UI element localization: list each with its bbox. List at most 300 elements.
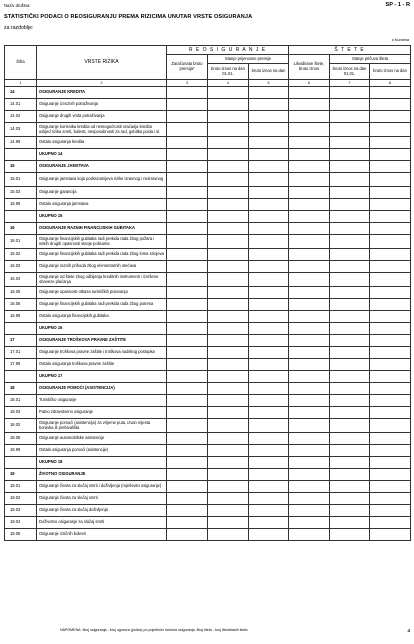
value-cell[interactable]	[370, 123, 411, 137]
value-cell[interactable]	[370, 517, 411, 529]
value-cell[interactable]	[370, 311, 411, 323]
row-label: Osiguranje od štete zbog odbijanja kreditnih instrumenti i izvršene obaveze plaćanja	[37, 273, 167, 287]
value-cell[interactable]	[249, 433, 289, 445]
value-cell[interactable]	[330, 359, 370, 371]
value-cell[interactable]	[249, 335, 289, 347]
value-cell[interactable]	[289, 287, 330, 299]
value-cell[interactable]	[208, 469, 249, 481]
value-cell[interactable]	[208, 223, 249, 235]
value-cell[interactable]	[289, 161, 330, 173]
table-row	[5, 137, 411, 149]
value-cell[interactable]	[249, 347, 289, 359]
row-code: 18.05	[5, 433, 37, 445]
table-row	[5, 111, 411, 123]
value-cell[interactable]	[167, 223, 208, 235]
row-label: UKUPNO 17	[37, 371, 167, 383]
value-cell[interactable]	[249, 111, 289, 123]
reserve-start-header: bruto iznos na dan 01.01.	[208, 64, 249, 80]
value-cell[interactable]	[289, 419, 330, 433]
value-cell[interactable]	[167, 123, 208, 137]
value-cell[interactable]	[330, 323, 370, 335]
col-risk-header: VRSTE RIZIKA	[37, 46, 167, 80]
value-cell[interactable]	[208, 211, 249, 223]
value-cell[interactable]	[289, 347, 330, 359]
value-cell[interactable]	[167, 111, 208, 123]
value-cell[interactable]	[330, 517, 370, 529]
value-cell[interactable]	[208, 371, 249, 383]
value-cell[interactable]	[208, 287, 249, 299]
row-code: 16	[5, 223, 37, 235]
row-label: Putno zdravstveno osiguranje	[37, 407, 167, 419]
table-row	[5, 273, 411, 287]
table-row	[5, 211, 411, 223]
value-cell[interactable]	[249, 261, 289, 273]
value-cell[interactable]	[289, 323, 330, 335]
value-cell[interactable]	[167, 493, 208, 505]
value-cell[interactable]	[370, 481, 411, 493]
row-label: Osiguranje raznih prihoda zbog elementarnih otećava	[37, 261, 167, 273]
value-cell[interactable]	[208, 457, 249, 469]
value-cell[interactable]	[330, 395, 370, 407]
table-row	[5, 481, 411, 493]
value-cell[interactable]	[167, 359, 208, 371]
value-cell[interactable]	[289, 395, 330, 407]
table-row	[5, 395, 411, 407]
row-code: 18.01	[5, 395, 37, 407]
row-code: 17	[5, 335, 37, 347]
value-cell[interactable]	[249, 87, 289, 99]
row-label: Osiguranje korisnika kredita od nemogućnosti vraćanja kredita uslijed rizika smrti, bolesti, nesposobnosti za rad, gubitka posla i sl.	[37, 123, 167, 137]
value-cell[interactable]	[330, 173, 370, 187]
row-label: UKUPNO 18	[37, 457, 167, 469]
value-cell[interactable]	[330, 299, 370, 311]
value-cell[interactable]	[370, 383, 411, 395]
value-cell[interactable]	[208, 433, 249, 445]
row-code: 15.02	[5, 187, 37, 199]
value-cell[interactable]	[249, 123, 289, 137]
row-code: 19.01	[5, 481, 37, 493]
value-cell[interactable]	[330, 287, 370, 299]
value-cell[interactable]	[330, 347, 370, 359]
value-cell[interactable]	[370, 99, 411, 111]
value-cell[interactable]	[370, 469, 411, 481]
value-cell[interactable]	[249, 529, 289, 541]
row-label: Osiguranje pomoći (asistencija) za vrijeme puta, izvan mjesta boravka ili prebivališta	[37, 419, 167, 433]
value-cell[interactable]	[208, 311, 249, 323]
table-row	[5, 529, 411, 541]
value-cell[interactable]	[167, 371, 208, 383]
value-cell[interactable]	[208, 173, 249, 187]
table-row	[5, 311, 411, 323]
value-cell[interactable]	[167, 347, 208, 359]
value-cell[interactable]	[167, 99, 208, 111]
value-cell[interactable]	[370, 161, 411, 173]
value-cell[interactable]	[289, 249, 330, 261]
value-cell[interactable]	[167, 299, 208, 311]
value-cell[interactable]	[249, 211, 289, 223]
value-cell[interactable]	[289, 273, 330, 287]
value-cell[interactable]	[370, 445, 411, 457]
value-cell[interactable]	[330, 99, 370, 111]
value-cell[interactable]	[167, 273, 208, 287]
value-cell[interactable]	[370, 173, 411, 187]
row-code: 18	[5, 383, 37, 395]
value-cell[interactable]	[249, 99, 289, 111]
value-cell[interactable]	[167, 187, 208, 199]
value-cell[interactable]	[370, 347, 411, 359]
value-cell[interactable]	[289, 149, 330, 161]
row-code: 17.01	[5, 347, 37, 359]
value-cell[interactable]	[330, 407, 370, 419]
value-cell[interactable]	[167, 149, 208, 161]
value-cell[interactable]	[208, 335, 249, 347]
value-cell[interactable]	[289, 469, 330, 481]
row-label: Osiguranje financijskih gubitaka radi prekida rada zbog loma strojeva	[37, 249, 167, 261]
value-cell[interactable]	[370, 529, 411, 541]
value-cell[interactable]	[289, 505, 330, 517]
value-cell[interactable]	[249, 287, 289, 299]
value-cell[interactable]	[370, 137, 411, 149]
value-cell[interactable]	[249, 273, 289, 287]
value-cell[interactable]	[167, 311, 208, 323]
row-label: Osiguranje automobilske asistencije	[37, 433, 167, 445]
value-cell[interactable]	[249, 493, 289, 505]
value-cell[interactable]	[208, 481, 249, 493]
table-row	[5, 99, 411, 111]
row-code: 19.05	[5, 529, 37, 541]
value-cell[interactable]	[370, 187, 411, 199]
value-cell[interactable]	[167, 287, 208, 299]
row-code: 16.01	[5, 235, 37, 249]
value-cell[interactable]	[208, 419, 249, 433]
value-cell[interactable]	[330, 469, 370, 481]
value-cell[interactable]	[208, 407, 249, 419]
row-code: 17.99	[5, 359, 37, 371]
value-cell[interactable]	[249, 161, 289, 173]
value-cell[interactable]	[289, 457, 330, 469]
value-cell[interactable]	[167, 529, 208, 541]
value-cell[interactable]	[289, 87, 330, 99]
value-cell[interactable]	[249, 311, 289, 323]
value-cell[interactable]	[289, 173, 330, 187]
row-label: OSIGURANJE TROŠKOVA PRAVNE ZAŠTITE	[37, 335, 167, 347]
value-cell[interactable]	[370, 323, 411, 335]
value-cell[interactable]	[167, 407, 208, 419]
value-cell[interactable]	[370, 223, 411, 235]
value-cell[interactable]	[370, 199, 411, 211]
value-cell[interactable]	[208, 505, 249, 517]
value-cell[interactable]	[167, 235, 208, 249]
value-cell[interactable]	[330, 123, 370, 137]
value-cell[interactable]	[208, 149, 249, 161]
value-cell[interactable]	[167, 469, 208, 481]
value-cell[interactable]	[249, 137, 289, 149]
value-cell[interactable]	[370, 359, 411, 371]
row-label: OSIGURANJE POMOĆI (ASISTENCIJA)	[37, 383, 167, 395]
row-code: 19.02	[5, 493, 37, 505]
value-cell[interactable]	[330, 235, 370, 249]
value-cell[interactable]	[289, 493, 330, 505]
value-cell[interactable]	[289, 311, 330, 323]
value-cell[interactable]	[370, 505, 411, 517]
value-cell[interactable]	[330, 211, 370, 223]
value-cell[interactable]	[167, 383, 208, 395]
claims-group-header: Š T E T E	[289, 46, 411, 55]
value-cell[interactable]	[249, 395, 289, 407]
value-cell[interactable]	[370, 433, 411, 445]
column-number: 4	[208, 80, 249, 87]
table-row	[5, 371, 411, 383]
value-cell[interactable]	[370, 111, 411, 123]
column-number: 3	[167, 80, 208, 87]
value-cell[interactable]	[289, 445, 330, 457]
table-row	[5, 261, 411, 273]
value-cell[interactable]	[330, 311, 370, 323]
value-cell[interactable]	[167, 211, 208, 223]
value-cell[interactable]	[167, 261, 208, 273]
row-label: Osiguranje izričnih bolesti	[37, 529, 167, 541]
value-cell[interactable]	[330, 419, 370, 433]
value-cell[interactable]	[249, 419, 289, 433]
value-cell[interactable]	[370, 261, 411, 273]
value-cell[interactable]	[208, 87, 249, 99]
value-cell[interactable]	[167, 161, 208, 173]
value-cell[interactable]	[208, 111, 249, 123]
table-row	[5, 493, 411, 505]
claims-settled-header: Likvidirane štete, bruto iznos	[289, 55, 330, 80]
value-cell[interactable]	[208, 273, 249, 287]
value-cell[interactable]	[289, 123, 330, 137]
claims-start-header: bruto iznos na dan 01.01.	[330, 64, 370, 80]
value-cell[interactable]	[249, 407, 289, 419]
row-code: 15	[5, 161, 37, 173]
value-cell[interactable]	[167, 457, 208, 469]
value-cell[interactable]	[370, 235, 411, 249]
value-cell[interactable]	[330, 223, 370, 235]
value-cell[interactable]	[167, 419, 208, 433]
value-cell[interactable]	[330, 187, 370, 199]
period-label: za razdoblje:	[4, 25, 34, 31]
table-row	[5, 383, 411, 395]
value-cell[interactable]	[330, 111, 370, 123]
value-cell[interactable]	[370, 211, 411, 223]
value-cell[interactable]	[289, 137, 330, 149]
risk-table	[4, 45, 411, 541]
value-cell[interactable]	[208, 137, 249, 149]
value-cell[interactable]	[370, 493, 411, 505]
row-code: 14.01	[5, 99, 37, 111]
value-cell[interactable]	[289, 517, 330, 529]
value-cell[interactable]	[249, 457, 289, 469]
value-cell[interactable]	[249, 505, 289, 517]
value-cell[interactable]	[289, 433, 330, 445]
value-cell[interactable]	[289, 223, 330, 235]
value-cell[interactable]	[289, 187, 330, 199]
row-code: 16.02	[5, 249, 37, 261]
value-cell[interactable]	[370, 395, 411, 407]
row-code: 14	[5, 87, 37, 99]
value-cell[interactable]	[370, 457, 411, 469]
value-cell[interactable]	[167, 323, 208, 335]
value-cell[interactable]	[167, 335, 208, 347]
column-number: 7	[330, 80, 370, 87]
row-label: Osiguranje izvoznih potraživanja	[37, 99, 167, 111]
value-cell[interactable]	[167, 87, 208, 99]
value-cell[interactable]	[249, 187, 289, 199]
value-cell[interactable]	[208, 299, 249, 311]
value-cell[interactable]	[330, 273, 370, 287]
row-code	[5, 323, 37, 335]
value-cell[interactable]	[289, 529, 330, 541]
value-cell[interactable]	[289, 211, 330, 223]
value-cell[interactable]	[249, 469, 289, 481]
value-cell[interactable]	[208, 99, 249, 111]
value-cell[interactable]	[289, 199, 330, 211]
value-cell[interactable]	[330, 433, 370, 445]
value-cell[interactable]	[330, 335, 370, 347]
value-cell[interactable]	[289, 299, 330, 311]
value-cell[interactable]	[167, 445, 208, 457]
value-cell[interactable]	[289, 407, 330, 419]
value-cell[interactable]	[330, 199, 370, 211]
table-row	[5, 187, 411, 199]
value-cell[interactable]	[167, 433, 208, 445]
value-cell[interactable]	[370, 87, 411, 99]
value-cell[interactable]	[370, 299, 411, 311]
value-cell[interactable]	[330, 493, 370, 505]
value-cell[interactable]	[249, 173, 289, 187]
value-cell[interactable]	[208, 123, 249, 137]
value-cell[interactable]	[167, 249, 208, 261]
value-cell[interactable]	[167, 199, 208, 211]
value-cell[interactable]	[289, 481, 330, 493]
col-code-header: Šifra	[5, 46, 37, 80]
row-label: Osiguranje života za slučaj doživljenja	[37, 505, 167, 517]
value-cell[interactable]	[208, 187, 249, 199]
value-cell[interactable]	[289, 371, 330, 383]
value-cell[interactable]	[370, 273, 411, 287]
value-cell[interactable]	[208, 517, 249, 529]
row-code: 18.03	[5, 407, 37, 419]
value-cell[interactable]	[330, 445, 370, 457]
value-cell[interactable]	[370, 249, 411, 261]
value-cell[interactable]	[249, 235, 289, 249]
row-label: UKUPNO 14	[37, 149, 167, 161]
value-cell[interactable]	[249, 149, 289, 161]
table-row	[5, 199, 411, 211]
value-cell[interactable]	[167, 517, 208, 529]
value-cell[interactable]	[167, 395, 208, 407]
value-cell[interactable]	[249, 517, 289, 529]
value-cell[interactable]	[167, 481, 208, 493]
row-label: Doživotno osiguranje za slučaj smrti	[37, 517, 167, 529]
value-cell[interactable]	[249, 445, 289, 457]
value-cell[interactable]	[208, 529, 249, 541]
value-cell[interactable]	[330, 249, 370, 261]
value-cell[interactable]	[249, 359, 289, 371]
value-cell[interactable]	[167, 173, 208, 187]
row-code: 16.06	[5, 299, 37, 311]
value-cell[interactable]	[249, 199, 289, 211]
value-cell[interactable]	[208, 323, 249, 335]
value-cell[interactable]	[330, 149, 370, 161]
value-cell[interactable]	[208, 359, 249, 371]
value-cell[interactable]	[289, 111, 330, 123]
row-label: OSIGURANJE RAZNIH FINANCIJSKIH GUBITAKA	[37, 223, 167, 235]
value-cell[interactable]	[208, 249, 249, 261]
value-cell[interactable]	[167, 137, 208, 149]
value-cell[interactable]	[208, 493, 249, 505]
value-cell[interactable]	[330, 261, 370, 273]
value-cell[interactable]	[208, 395, 249, 407]
value-cell[interactable]	[289, 383, 330, 395]
value-cell[interactable]	[370, 407, 411, 419]
value-cell[interactable]	[330, 161, 370, 173]
value-cell[interactable]	[167, 505, 208, 517]
value-cell[interactable]	[208, 235, 249, 249]
value-cell[interactable]	[208, 383, 249, 395]
insurer-label: Naziv društva:	[4, 3, 31, 8]
table-row	[5, 433, 411, 445]
value-cell[interactable]	[249, 383, 289, 395]
column-number: 6	[289, 80, 330, 87]
value-cell[interactable]	[330, 371, 370, 383]
claims-end-header: bruto iznos na dan	[370, 64, 411, 80]
value-cell[interactable]	[249, 299, 289, 311]
row-code: 15.99	[5, 199, 37, 211]
row-code: 19.03	[5, 505, 37, 517]
value-cell[interactable]	[249, 323, 289, 335]
value-cell[interactable]	[370, 149, 411, 161]
value-cell[interactable]	[289, 335, 330, 347]
value-cell[interactable]	[208, 161, 249, 173]
value-cell[interactable]	[249, 481, 289, 493]
row-label: Ostala osiguranja troškova pravne zaštite	[37, 359, 167, 371]
value-cell[interactable]	[370, 419, 411, 433]
table-row	[5, 249, 411, 261]
value-cell[interactable]	[289, 235, 330, 249]
value-cell[interactable]	[208, 445, 249, 457]
value-cell[interactable]	[289, 99, 330, 111]
value-cell[interactable]	[249, 249, 289, 261]
value-cell[interactable]	[330, 481, 370, 493]
column-number: 1	[5, 80, 37, 87]
value-cell[interactable]	[330, 505, 370, 517]
table-row	[5, 445, 411, 457]
value-cell[interactable]	[370, 371, 411, 383]
value-cell[interactable]	[330, 457, 370, 469]
value-cell[interactable]	[289, 359, 330, 371]
value-cell[interactable]	[330, 529, 370, 541]
reserve-end-header: bruto iznos na dan	[249, 64, 289, 80]
reins-premium-header: Zaračunata bruto premija*	[167, 55, 208, 80]
value-cell[interactable]	[370, 335, 411, 347]
value-cell[interactable]	[289, 261, 330, 273]
row-label: Ostala osiguranja jamstava	[37, 199, 167, 211]
table-row	[5, 323, 411, 335]
value-cell[interactable]	[208, 261, 249, 273]
value-cell[interactable]	[249, 371, 289, 383]
row-label: OSIGURANJE KREDITA	[37, 87, 167, 99]
value-cell[interactable]	[330, 383, 370, 395]
value-cell[interactable]	[208, 199, 249, 211]
value-cell[interactable]	[208, 347, 249, 359]
value-cell[interactable]	[249, 223, 289, 235]
value-cell[interactable]	[370, 287, 411, 299]
value-cell[interactable]	[330, 87, 370, 99]
value-cell[interactable]	[330, 137, 370, 149]
row-label: Osiguranje garancija	[37, 187, 167, 199]
